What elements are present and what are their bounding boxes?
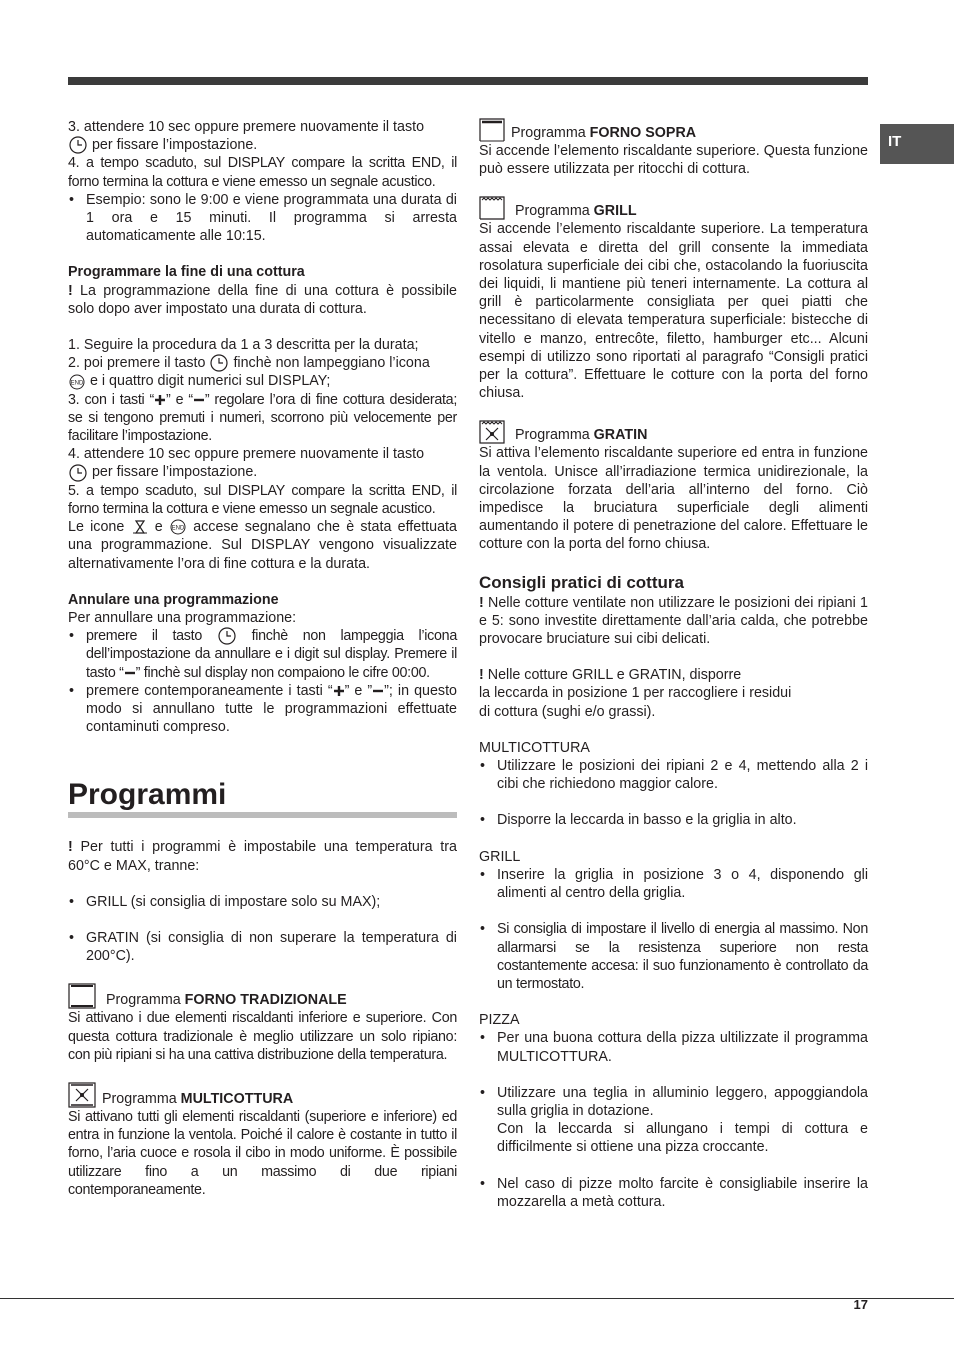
program-head-forno-sopra: Programma FORNO SOPRA bbox=[479, 118, 868, 142]
program-text-gratin: Si attiva l’elemento riscaldante superiore ed entra in funzione la ventola. Unisce all’irradiazione termica unidirezionale, la circolazione forzata dell’aria all’interno del forno. Ciò impedisce la bruciatura superficiale degli alimenti aumentando il potere di penetrazione del calore. Effettuare le cotture con la porta del forno chiusa. bbox=[479, 445, 868, 553]
cancel-bullet-1: • premere il tasto finchè non lampeggia l’icona dell’impostazione da annullare e i digit sul display. Premere il tasto “ ” finchè sul display non compaiono le cifre 00:00. bbox=[68, 627, 457, 682]
program-head-gratin: Programma GRATIN bbox=[479, 420, 868, 444]
program-text-forno-tradizionale: Si attivano i due elementi riscaldanti inferiore e superiore. Con questa cottura tradizionale è meglio utilizzare un solo ripiano: con più ripiani si ha una cattiva distribuzione della temperatura. bbox=[68, 1010, 457, 1063]
plus-icon bbox=[333, 685, 345, 697]
end-step-1: 1. Seguire la procedura da 1 a 3 descritta per la durata; bbox=[68, 337, 419, 354]
language-tab bbox=[880, 124, 954, 164]
programs-note: ! Per tutti i programmi è impostabile una temperatura tra 60°C e MAX, tranne: bbox=[68, 839, 457, 874]
oven-top-icon bbox=[479, 118, 505, 142]
cancel-intro: Per annullare una programmazione: bbox=[68, 609, 297, 626]
end-icon bbox=[169, 519, 187, 535]
program-head-grill: Programma GRILL bbox=[479, 196, 868, 220]
tip-1: ! Nelle cotture ventilate non utilizzare le posizioni dei ripiani 1 e 5: sono investite direttamente dall’aria calda, che potrebbe provocare bruciature sui cibi delicati. bbox=[479, 594, 868, 648]
oven-traditional-icon bbox=[68, 983, 96, 1009]
tip-2: ! Nelle cotture GRILL e GRATIN, disporre la leccarda in posizione 1 per raccogliere i residui di cottura (sughi e/o grassi). bbox=[479, 667, 792, 720]
top-rule bbox=[68, 77, 868, 85]
end-step-3: 3. con i tasti “ ” e “ ” regolare l’ora di fine cottura desiderata; se si tengono premuti i numeri, scorrono più velocemente per facilitare l’impostazione. bbox=[68, 391, 457, 445]
program-head-multicottura: Programma MULTICOTTURA bbox=[68, 1082, 457, 1108]
grill-bullet-1: • Inserire la griglia in posizione 3 o 4, disponendo gli alimenti al centro della griglia. bbox=[479, 866, 868, 902]
end-step-4: 4. attendere 10 sec oppure premere nuovamente il tasto per fissare l’impostazione. bbox=[68, 446, 425, 481]
minus-icon bbox=[124, 667, 136, 679]
gratin-icon bbox=[479, 420, 505, 444]
title-underline bbox=[68, 812, 457, 818]
program-text-multicottura: Si attivano tutti gli elementi riscaldanti (superiore e inferiore) ed entra in funzione la ventola. Poiché il calore è costante in tutto il forno, l’aria cuoce e rosola il cibo in modo uniforme. È possibile utilizzare fino a un massimo di due ripiani contemporaneamente. bbox=[68, 1108, 457, 1198]
subhead-end-time: Programmare la fine di una cottura bbox=[68, 264, 305, 281]
section-title-consigli: Consigli pratici di cottura bbox=[479, 572, 684, 592]
multi-heading: MULTICOTTURA bbox=[479, 739, 590, 756]
exception-gratin: • GRATIN (si consiglia di non superare la temperatura di 200°C). bbox=[68, 929, 457, 965]
example-bullet: • Esempio: sono le 9:00 e viene programmata una durata di 1 ora e 15 minuti. Il programma si arresta automaticamente alle 10:15. bbox=[68, 191, 457, 246]
multi-bullet-2: • Disporre la leccarda in basso e la griglia in alto. bbox=[479, 811, 868, 829]
minus-icon bbox=[372, 685, 384, 697]
end-step-5: 5. a tempo scaduto, sul DISPLAY compare la scritta END, il forno termina la cottura e viene emesso un segnale acustico. bbox=[68, 482, 457, 517]
end-time-note: ! La programmazione della fine di una cottura è possibile solo dopo aver impostato una durata di cottura. bbox=[68, 282, 457, 317]
pizza-heading: PIZZA bbox=[479, 1012, 520, 1029]
language-label: IT bbox=[888, 133, 902, 150]
exception-grill: • GRILL (si consiglia di impostare solo su MAX); bbox=[68, 893, 457, 911]
step-3: 3. attendere 10 sec oppure premere nuovamente il tasto per fissare l’impostazione. bbox=[68, 119, 425, 154]
pizza-bullet-1: • Per una buona cottura della pizza ultilizzate il programma MULTICOTTURA. bbox=[479, 1029, 868, 1065]
plus-icon bbox=[154, 394, 166, 406]
duration-icon bbox=[131, 519, 149, 535]
section-title-programmi: Programmi bbox=[68, 778, 227, 812]
program-text-grill: Si accende l’elemento riscaldante superiore. La temperatura assai elevata e diretta del grill consente la immediata rosolatura superficiale dei cibi che, ostacolando la fuoriuscita dei liquidi, li mantiene più teneri internamente. La cottura al grill è particolarmente consigliata per quei piatti che necessitano di elevata temperatura superficiale: bistecche di vitello e manzo, entrecôte, filetto, hamburger etc... Alcuni esempi di utilizzo sono riportati al paragrafo “Consigli pratici per la cottura”. Effettuare le cotture con la porta del forno chiusa. bbox=[479, 221, 868, 402]
grill-icon bbox=[479, 196, 505, 220]
left-column bbox=[68, 118, 457, 1199]
cancel-bullet-2: • premere contemporaneamente i tasti “ ” e ” ”; in questo modo si annullano tutte le programmazioni effettuate contaminuti compreso. bbox=[68, 682, 457, 737]
subhead-cancel: Annulare una programmazione bbox=[68, 591, 279, 608]
clock-icon bbox=[209, 354, 229, 372]
pizza-bullet-2: • Utilizzare una teglia in alluminio leggero, appoggiandola sulla griglia in dotazione. Con la leccarda si allungano i tempi di cottura e difficilmente si ottiene una pizza croccante. bbox=[479, 1084, 868, 1157]
end-icon bbox=[68, 374, 86, 390]
clock-icon bbox=[217, 627, 237, 645]
program-head-forno-tradizionale: Programma FORNO TRADIZIONALE bbox=[68, 983, 457, 1009]
page-number: 17 bbox=[853, 1297, 868, 1312]
multi-bullet-1: • Utilizzare le posizioni dei ripiani 2 e 4, mettendo alla 2 i cibi che richiedono maggior calore. bbox=[479, 757, 868, 793]
clock-icon bbox=[68, 136, 88, 154]
step-4: 4. a tempo scaduto, sul DISPLAY compare la scritta END, il forno termina la cottura e viene emesso un segnale acustico. bbox=[68, 155, 457, 190]
grill-bullet-2: • Si consiglia di impostare il livello di energia al massimo. Non allarmarsi se la resistenza superiore non resta costantemente accesa: il suo funzionamento è controllato da un termostato. bbox=[479, 920, 868, 993]
clock-icon bbox=[68, 464, 88, 482]
right-column bbox=[479, 118, 868, 1211]
program-text-forno-sopra: Si accende l’elemento riscaldante superiore. Questa funzione può essere utilizzata per ritocchi di cottura. bbox=[479, 143, 868, 178]
svg-text:END: END bbox=[70, 380, 84, 387]
pizza-bullet-3: • Nel caso di pizze molto farcite è consigliabile inserire la mozzarella a metà cottura. bbox=[479, 1175, 868, 1211]
minus-icon bbox=[193, 394, 205, 406]
icons-note: Le icone e END accese segnalano che è stata effettuata una programmazione. Sul DISPLAY vengono visualizzate alternativamente l’ora di fine cottura e la durata. bbox=[68, 519, 457, 572]
bottom-rule bbox=[0, 1298, 954, 1299]
end-step-2: 2. poi premere il tasto finchè non lampeggiano l’icona END e i quattro digit numerici sul DISPLAY; bbox=[68, 355, 430, 390]
oven-fan-icon bbox=[68, 1082, 96, 1108]
svg-text:END: END bbox=[171, 525, 185, 532]
grill-heading: GRILL bbox=[479, 848, 521, 865]
